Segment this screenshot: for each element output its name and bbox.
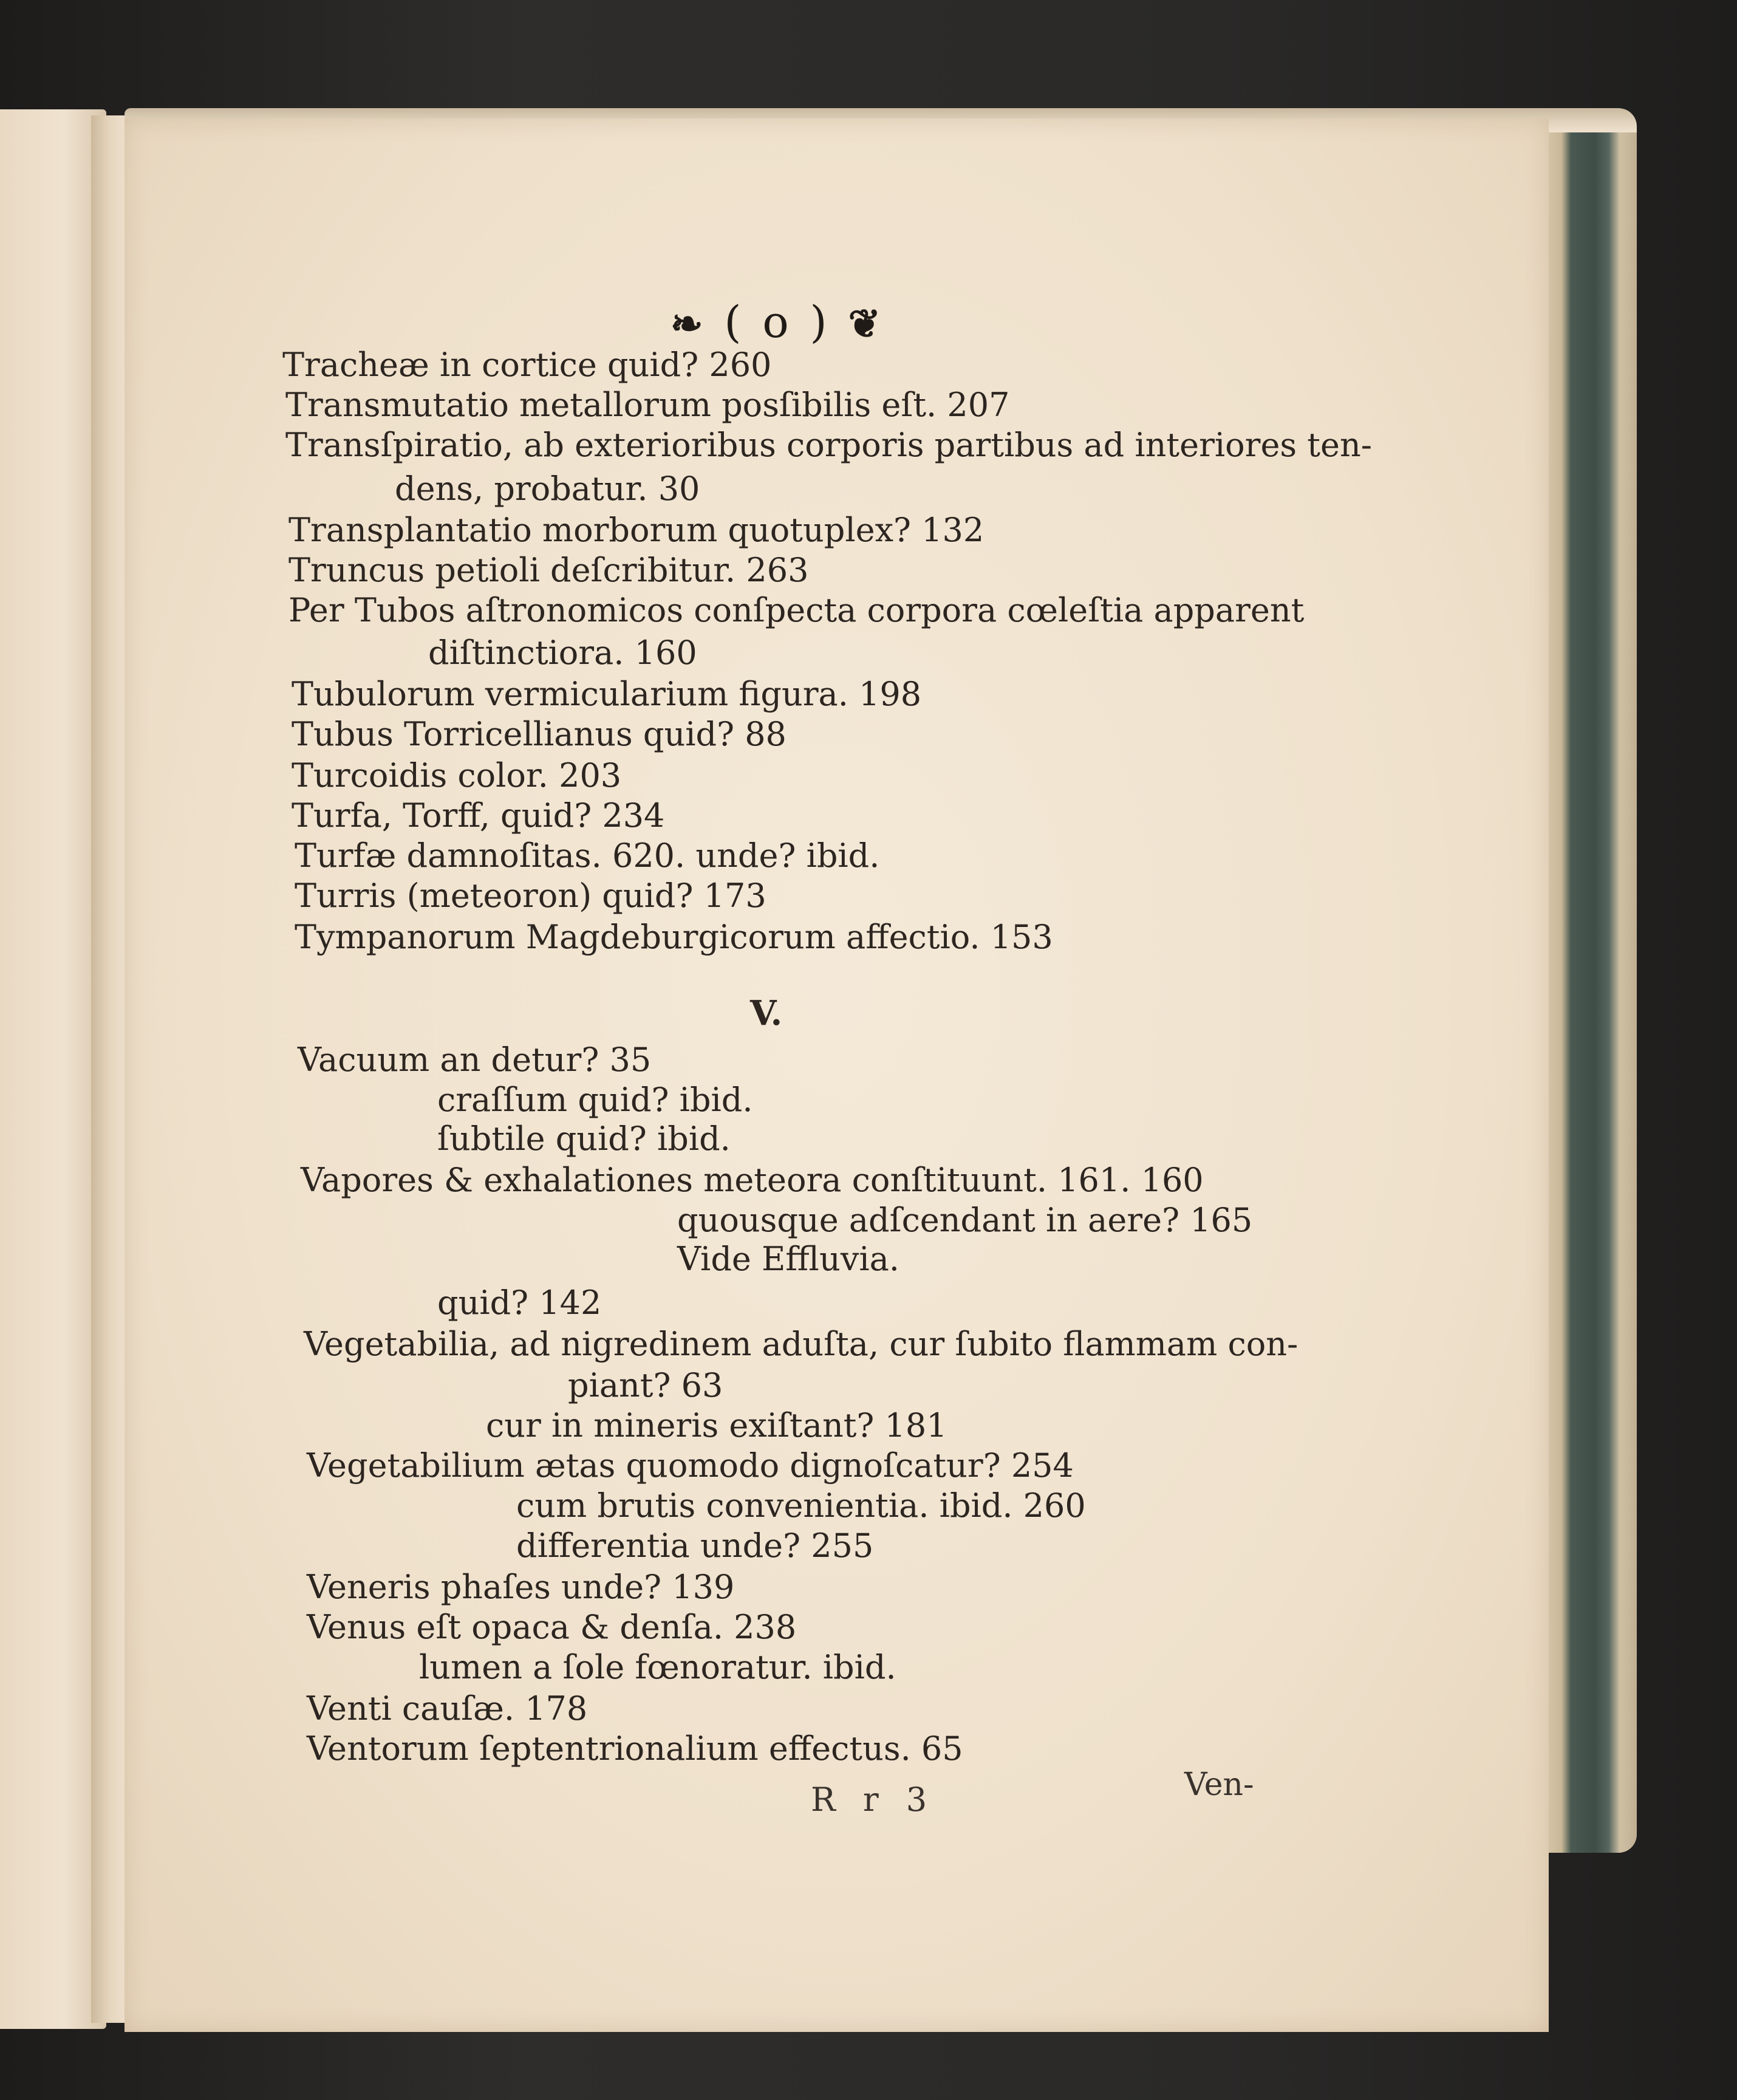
- index-entry: Turcoidis color. 203: [292, 756, 622, 795]
- catchword: Ven-: [1184, 1767, 1254, 1803]
- index-entry: Venus eſt opaca & denſa. 238: [307, 1608, 797, 1646]
- left-ornament-icon: ❧: [670, 301, 707, 347]
- index-entry: Tympanorum Magdeburgicorum affectio. 153: [295, 918, 1053, 956]
- section-letter: V.: [750, 993, 783, 1033]
- index-entry: Transſpiratio, ab exterioribus corporis partibus ad interiores ten-: [285, 426, 1372, 464]
- index-entry: Vapores & exhalationes meteora conſtituunt. 161. 160: [301, 1161, 1204, 1199]
- index-subentry: craſſum quid? ibid.: [437, 1081, 753, 1119]
- index-subentry: differentia unde? 255: [516, 1527, 874, 1565]
- index-subentry: quousque adſcendant in aere? 165: [677, 1201, 1253, 1239]
- index-subentry: ſubtile quid? ibid.: [437, 1120, 731, 1158]
- index-entry: Turris (meteoron) quid? 173: [295, 877, 766, 915]
- index-entry: Vegetabilium ætas quomodo dignoſcatur? 254: [307, 1446, 1074, 1485]
- index-entry: Veneris phaſes unde? 139: [307, 1568, 735, 1606]
- index-entry-continuation: piant? 63: [568, 1366, 723, 1404]
- index-entry: Per Tubos aſtronomicos conſpecta corpora cœleſtia apparent: [288, 591, 1305, 629]
- index-entry: Vacuum an detur? 35: [298, 1041, 652, 1079]
- signature-mark: R r 3: [811, 1780, 936, 1819]
- index-entry: Transplantatio morborum quotuplex? 132: [288, 511, 985, 549]
- index-subentry: quid? 142: [437, 1284, 602, 1322]
- index-entry: Turfa, Torff, quid? 234: [292, 796, 665, 835]
- index-subentry: cur in mineris exiſtant? 181: [486, 1406, 947, 1445]
- index-entry: Venti cauſæ. 178: [307, 1689, 588, 1728]
- index-subentry: Vide Effluvia.: [677, 1240, 899, 1278]
- running-header: [626, 295, 929, 349]
- index-entry: Turfæ damnoſitas. 620. unde? ibid.: [295, 836, 880, 875]
- index-subentry: lumen a ſole fœnoratur. ibid.: [419, 1648, 896, 1686]
- index-entry: Vegetabilia, ad nigredinem aduſta, cur ſubito flammam con-: [304, 1325, 1298, 1363]
- index-entry: Tracheæ in cortice quid? 260: [282, 346, 772, 384]
- index-entry: Truncus petioli deſcribitur. 263: [288, 551, 809, 589]
- right-ornament-icon: ❦: [848, 301, 885, 347]
- index-entry: Ventorum ſeptentrionalium effectus. 65: [307, 1729, 963, 1768]
- index-entry: Tubus Torricellianus quid? 88: [292, 715, 787, 753]
- index-entry: Tubulorum vermicularium figura. 198: [292, 675, 922, 713]
- page-marker: ( o ): [724, 296, 831, 347]
- index-entry: Transmutatio metallorum posſibilis eſt. 207: [285, 386, 1010, 424]
- index-subentry: cum brutis convenientia. ibid. 260: [516, 1486, 1086, 1525]
- index-entry-continuation: diſtinctiora. 160: [428, 634, 697, 672]
- index-entry-continuation: dens, probatur. 30: [395, 470, 700, 508]
